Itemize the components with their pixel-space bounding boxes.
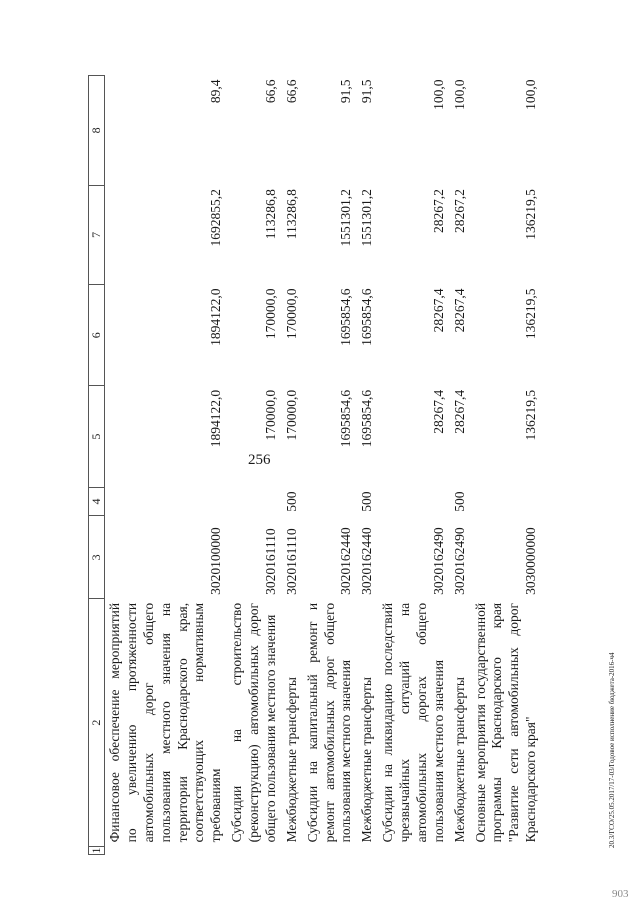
row-cell: 113286,8 [283,189,299,240]
row-cell: 136219,5 [523,288,539,340]
row-label: Основные мероприятия государственной программы Краснодарского края "Развитие сети автомобильных дорог Краснодарского края" [472,602,539,843]
budget-table [88,75,542,855]
table-row [471,76,543,855]
row-cell: 28267,4 [451,288,467,333]
column-header: 5 [89,386,105,487]
row-label: Субсидии на строительство (реконструкцию) автомобильных дорог общего пользования местного значения [229,602,278,843]
row-cell: 3020161110 [262,528,278,595]
row-cell: 3020162440 [359,527,375,595]
row-cell: 136219,5 [523,189,539,240]
row-cell: 3020161110 [283,528,299,595]
row-label: Межбюджетные трансферты [359,677,375,843]
row-label: Межбюджетные трансферты [451,677,467,843]
row-cell [471,846,543,854]
row-cell [378,846,450,854]
table-row [282,76,303,855]
row-cell: 3020162440 [338,527,354,595]
table-row [450,76,471,855]
row-cell [227,846,282,854]
row-cell: 3030000000 [523,527,539,595]
row-cell: 66,6 [262,79,278,104]
row-cell [105,487,228,515]
row-cell: 1695854,6 [359,288,375,346]
row-cell [105,846,228,854]
column-header: 3 [89,516,105,599]
row-cell: 1692855,2 [208,189,224,247]
page-number: 256 [248,452,271,468]
rotated-page [88,75,613,855]
row-label: Субсидии на ликвидацию последствий чрезвычайных ситуаций на автомобильных дорогах общего пользования местного значения [380,602,446,843]
row-cell [227,487,282,515]
table-row [303,76,358,855]
row-cell: 28267,4 [430,389,446,434]
row-cell: 170000,0 [262,288,278,340]
row-cell: 100,0 [430,79,446,110]
row-cell: 91,5 [338,79,354,104]
row-cell: 1551301,2 [338,189,354,247]
row-cell [282,846,303,854]
document-path-note: 20.3/ГСО/25.05.2017/17-03/Годовое исполнение бюджета-2016-ч4 [608,652,616,848]
table-row [378,76,450,855]
row-cell [450,846,471,854]
row-cell: 1695854,6 [359,389,375,448]
row-cell: 170000,0 [283,389,299,441]
row-label: Межбюджетные трансферты [283,677,299,843]
row-label: Субсидии на капитальный ремонт и ремонт автомобильных дорог общего пользования местного значения [304,602,354,843]
row-cell: 500 [283,491,299,512]
column-header: 7 [89,185,105,284]
row-cell: 28267,2 [430,189,446,233]
row-cell: 100,0 [451,79,467,110]
row-cell: 170000,0 [283,288,299,340]
table-row [227,76,282,855]
row-cell: 3020162490 [451,527,467,595]
column-header: 6 [89,285,105,386]
column-header: 8 [89,76,105,186]
row-label: Финансовое обеспечение мероприятий по увеличению протяженности автомобильных дорог общего пользования местного значения на территории Краснодарского края, соответствующих нормативным требованиям [107,602,224,843]
row-cell: 89,4 [208,79,224,104]
row-cell: 500 [451,491,467,512]
table-row [105,76,228,855]
row-cell: 3020162490 [430,527,446,595]
row-cell: 28267,2 [451,189,467,233]
row-cell: 91,5 [359,79,375,104]
column-header: 1 [89,847,103,854]
row-cell: 170000,0 [262,389,278,441]
row-cell: 1695854,6 [338,288,354,346]
row-cell: 100,0 [523,79,539,110]
row-cell: 136219,5 [523,389,539,441]
row-cell: 28267,4 [430,288,446,333]
row-cell: 3020100000 [208,527,224,595]
column-header: 2 [89,599,105,846]
row-cell [471,487,543,515]
row-cell: 500 [359,491,375,512]
row-cell: 66,6 [283,79,299,104]
row-cell [378,487,450,515]
column-header: 4 [89,487,105,515]
row-cell: 1551301,2 [359,189,375,247]
corner-page-mark: 903 [612,888,629,900]
row-cell: 28267,4 [451,389,467,434]
row-cell: 1894122,0 [208,389,224,448]
row-cell: 1695854,6 [338,389,354,448]
row-cell: 113286,8 [262,189,278,240]
row-cell [303,487,358,515]
table-row [357,76,378,855]
row-cell [303,846,358,854]
table-header-row [89,76,105,855]
row-cell [357,846,378,854]
row-cell: 1894122,0 [208,288,224,346]
